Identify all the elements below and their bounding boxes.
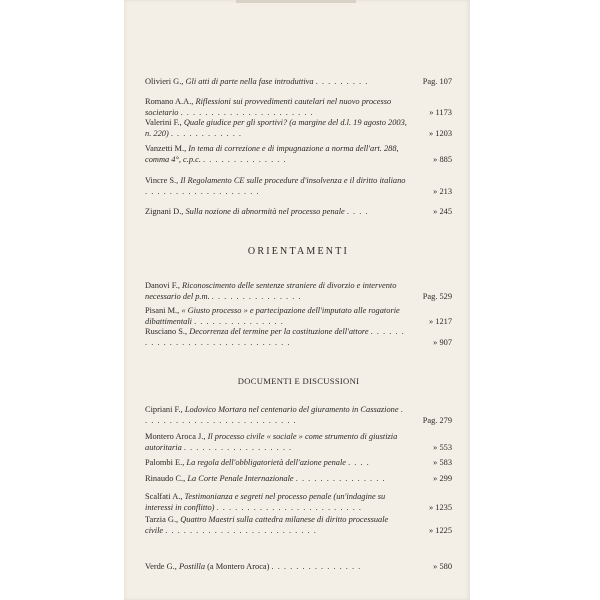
toc-entry-palombi: Palombi E., La regola dell'obbligatorietà dell'azione penale . . . . » 583	[145, 458, 452, 467]
page-number: » 1173	[429, 108, 452, 117]
page-number: Pag. 279	[422, 416, 452, 425]
page-number: » 885	[433, 155, 452, 164]
page-number: » 583	[433, 458, 452, 467]
toc-entry-valerini: Valerini F., Quale giudice per gli sportivi? (a margine del d.l. 19 agosto 2003, n. 220) . . . . . . . . . . . . » 1203	[145, 118, 452, 138]
toc-entry-danovi: Danovi F., Riconoscimento delle sentenze straniere di divorzio e intervento necessario del p.m. . . . . . . . . . . . . . . . Pag. 529	[145, 281, 452, 301]
page-number: » 1217	[428, 317, 452, 326]
toc-entry-verde: Verde G., Postilla (a Montero Aroca) . . . . . . . . . . . . . . . » 580	[145, 562, 452, 571]
page-number: » 213	[433, 187, 452, 196]
section-heading-orientamenti: ORIENTAMENTI	[247, 246, 350, 257]
toc-entry-olivieri: Olivieri G., Gli atti di parte nella fase introduttiva . . . . . . . . . Pag. 107	[145, 77, 452, 86]
page-number: » 580	[433, 562, 452, 571]
page-number: Pag. 529	[422, 292, 452, 301]
toc-entry-vincre: Vincre S., Il Regolamento CE sulle procedure d'insolvenza e il diritto italiano . . . . . . . . . . . . . . . . . . . » 213	[145, 176, 452, 196]
page-number: » 907	[433, 338, 452, 347]
page-number: » 1203	[428, 129, 452, 138]
page-number: » 553	[433, 443, 452, 452]
page-number: » 245	[433, 207, 452, 216]
page-number: » 299	[433, 474, 452, 483]
toc-entry-pisani: Pisani M., « Giusto processo » e partecipazione dell'imputato alle rogatorie dibattimentali . . . . . . . . . . . . . . . » 1217	[145, 306, 452, 326]
toc-entry-montero-aroca: Montero Aroca J., Il processo civile « sociale » come strumento di giustizia autoritaria . . . . . . . . . . . . . . . . . . » 553	[145, 432, 452, 452]
toc-entry-zignani: Zignani D., Sulla nozione di abnormità nel processo penale . . . . » 245	[145, 207, 452, 216]
page-top-edge	[236, 0, 356, 3]
toc-entry-rinaudo: Rinaudo C., La Corte Penale Internazionale . . . . . . . . . . . . . . . » 299	[145, 474, 452, 483]
section-heading-documenti-e-discussioni: DOCUMENTI E DISCUSSIONI	[237, 376, 360, 386]
toc-entry-scalfati: Scalfati A., Testimonianza e segreti nel processo penale (un'indagine su interessi in conflitto) . . . . . . . . . . . . . . . . . . . . . . . . » 1235	[145, 492, 452, 512]
toc-entry-rusciano: Rusciano S., Decorrenza del termine per la costituzione dell'attore . . . . . . . . . . . . . . . . . . . . . . . . . . . . . . » 907	[145, 327, 452, 347]
page-number: Pag. 107	[422, 77, 452, 86]
toc-entry-tarzia: Tarzia G., Quattro Maestri sulla cattedra milanese di diritto processuale civile . . . . . . . . . . . . . . . . . . . . . . . . . » 1225	[145, 515, 452, 535]
toc-entry-vanzetti: Vanzetti M., In tema di correzione e di impugnazione a norma dell'art. 288, comma 4°, c.p.c. . . . . . . . . . . . . . . » 885	[145, 144, 452, 164]
page-number: » 1235	[428, 503, 452, 512]
toc-entry-cipriani: Cipriani F., Lodovico Mortara nel centenario del giuramento in Cassazione . . . . . . . . . . . . . . . . . . . . . . . . . . Pag. 279	[145, 405, 452, 425]
toc-entry-romano: Romano A.A., Riflessioni sui provvedimenti cautelari nel nuovo processo societario . . . . . . . . . . . . . . . . . . . . . . » 1173	[145, 97, 452, 117]
page-number: » 1225	[428, 526, 452, 535]
